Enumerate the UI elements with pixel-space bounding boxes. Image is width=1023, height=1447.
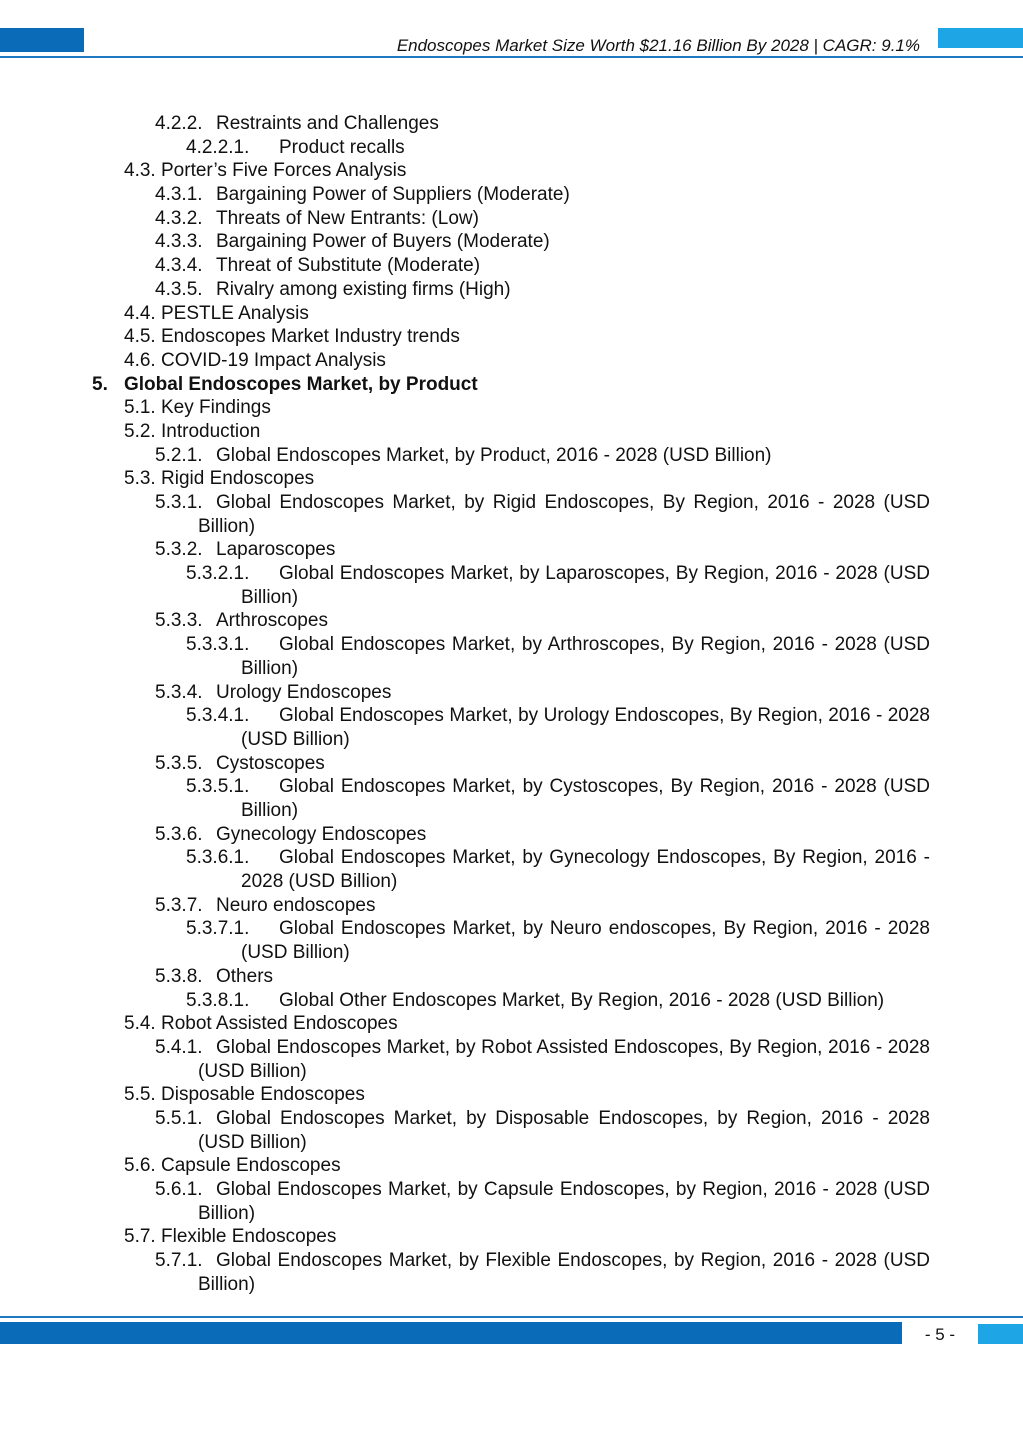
toc-entry-title: Introduction [161,420,261,442]
toc-entry-title: Urology Endoscopes [216,681,392,703]
toc-entry-title: COVID-19 Impact Analysis [161,349,386,371]
toc-entry-title: Cystoscopes [216,752,325,774]
toc-entry-number: 5.3.1. [155,492,203,513]
toc-entry-number: 5.3.3. [155,610,203,632]
toc-entry-number: 5.3.6.1. [186,847,250,869]
toc-entry-title: Global Endoscopes Market, by Urology Endoscopes, By Region, 2016 - 2028 (USD Billion) [241,705,930,750]
toc-entry-number: 5.3. [124,468,156,490]
toc-entry-title: Threat of Substitute (Moderate) [216,255,481,277]
toc-entry-number: 5.3.4.1. [186,705,250,727]
toc-entry[interactable] [0,278,1023,302]
toc-entry[interactable] [0,823,1023,847]
toc-entry[interactable] [0,159,1023,183]
toc-entry-title: Laparoscopes [216,539,336,561]
toc-entry[interactable] [0,989,1023,1013]
toc-entry-title: Global Endoscopes Market, by Arthroscopes, By Region, 2016 - 2028 (USD Billion) [241,634,930,679]
toc-entry-number: 5.4.1. [155,1036,203,1058]
footer-rule [0,1316,1023,1318]
toc-entry-title: Capsule Endoscopes [161,1155,341,1177]
toc-entry-title: Others [216,965,274,987]
toc-entry[interactable] [0,420,1023,444]
toc-entry-title: Global Endoscopes Market, by Neuro endoscopes, By Region, 2016 - 2028 (USD Billion) [241,918,930,964]
toc-entry-number: 5.3.8.1. [186,989,250,1011]
toc-entry[interactable] [0,207,1023,231]
toc-entry[interactable] [0,609,1023,633]
footer-accent-left [0,1322,902,1344]
toc-entry[interactable] [0,1036,1023,1083]
toc-entry-title: Restraints and Challenges [216,113,439,134]
toc-entry-number: 5.3.4. [155,681,203,703]
toc-entry-title: Global Endoscopes Market, by Product, 2016 - 2028 (USD Billion) [216,444,772,466]
toc-entry[interactable] [0,1012,1023,1036]
toc-entry-title: Porter’s Five Forces Analysis [161,160,407,182]
toc-entry[interactable] [0,562,1023,609]
toc-entry[interactable] [0,633,1023,680]
toc-entry-number: 4.3.3. [155,231,203,253]
toc-entry-title: Rigid Endoscopes [161,468,315,490]
header-title: Endoscopes Market Size Worth $21.16 Billion By 2028 | CAGR: 9.1% [396,36,920,55]
toc-entry-number: 4.2.2.1. [186,136,250,158]
toc-entry-title: Product recalls [279,136,405,158]
toc-entry[interactable] [0,112,1023,136]
toc-entry-title: Global Endoscopes Market, by Laparoscopes, By Region, 2016 - 2028 (USD Billion) [241,563,930,608]
toc-entry-title: Global Other Endoscopes Market, By Region, 2016 - 2028 (USD Billion) [279,989,885,1011]
toc-entry-title: Global Endoscopes Market, by Flexible Endoscopes, by Region, 2016 - 2028 (USD Billion) [198,1250,930,1295]
header-rule [0,56,1023,58]
toc-entry-title: Gynecology Endoscopes [216,823,427,845]
table-of-contents [0,112,1023,1297]
toc-entry-number: 5.3.7. [155,894,203,916]
toc-entry[interactable] [0,491,1023,538]
toc-entry[interactable] [0,467,1023,491]
toc-entry-number: 5.1. [124,397,156,419]
toc-entry[interactable] [0,1249,1023,1296]
toc-entry[interactable] [0,752,1023,776]
toc-entry[interactable] [0,681,1023,705]
toc-entry-number: 5.6. [124,1155,156,1177]
toc-entry-number: 4.6. [124,349,156,371]
toc-entry-title: Global Endoscopes Market, by Cystoscopes, By Region, 2016 - 2028 (USD Billion) [241,776,930,822]
toc-entry-number: 5.2.1. [155,444,203,466]
toc-entry-title: Global Endoscopes Market, by Capsule Endoscopes, by Region, 2016 - 2028 (USD Billion) [198,1179,930,1224]
toc-entry[interactable] [0,846,1023,893]
toc-entry-number: 5.3.6. [155,823,203,845]
toc-entry[interactable] [0,373,1023,397]
toc-entry[interactable] [0,965,1023,989]
toc-entry-number: 5.6.1. [155,1179,203,1201]
toc-entry-title: Bargaining Power of Buyers (Moderate) [216,231,550,253]
toc-entry[interactable] [0,254,1023,278]
toc-entry[interactable] [0,1154,1023,1178]
toc-entry-title: Rivalry among existing firms (High) [216,278,511,300]
toc-entry[interactable] [0,444,1023,468]
toc-entry[interactable] [0,775,1023,822]
toc-entry-number: 5.3.8. [155,965,203,987]
toc-entry-number: 5.5.1. [155,1108,203,1129]
toc-entry[interactable] [0,302,1023,326]
toc-entry-number: 5.7. [124,1226,156,1248]
toc-entry-title: Key Findings [161,397,271,419]
toc-entry-title: Global Endoscopes Market, by Disposable Endoscopes, by Region, 2016 - 2028 (USD Billion) [198,1108,930,1153]
toc-entry-title: PESTLE Analysis [161,302,309,324]
toc-entry[interactable] [0,917,1023,964]
toc-entry-number: 5. [92,373,108,395]
toc-entry-title: Arthroscopes [216,610,328,632]
toc-entry-number: 4.3.2. [155,207,203,229]
header-accent-left [0,28,84,52]
toc-entry-title: Neuro endoscopes [216,894,376,916]
toc-entry-title: Threats of New Entrants: (Low) [216,207,479,229]
toc-entry-title: Global Endoscopes Market, by Gynecology Endoscopes, By Region, 2016 - 2028 (USD Billion) [241,847,930,893]
header-accent-right [938,28,1023,48]
toc-entry[interactable] [0,396,1023,420]
toc-entry-title: Robot Assisted Endoscopes [161,1013,398,1035]
toc-entry-number: 5.3.3.1. [186,634,250,656]
toc-entry-number: 5.3.2. [155,539,203,561]
toc-entry-title: Bargaining Power of Suppliers (Moderate) [216,184,570,206]
toc-entry[interactable] [0,136,1023,160]
toc-entry-number: 5.4. [124,1013,156,1035]
toc-entry[interactable] [0,1083,1023,1107]
toc-entry-number: 5.7.1. [155,1250,203,1272]
toc-entry-number: 4.3.4. [155,255,203,277]
page-number: - 5 - [924,1325,956,1344]
toc-entry-number: 4.3. [124,160,156,182]
toc-entry-number: 4.3.5. [155,278,203,300]
toc-entry-number: 4.2.2. [155,113,203,134]
toc-entry-title: Endoscopes Market Industry trends [161,326,460,348]
toc-entry-number: 4.4. [124,302,156,324]
toc-entry[interactable] [0,1178,1023,1225]
toc-entry[interactable] [0,1225,1023,1249]
toc-entry[interactable] [0,1107,1023,1154]
toc-entry-number: 5.3.7.1. [186,918,250,940]
toc-entry-title: Flexible Endoscopes [161,1226,337,1248]
toc-entry-number: 4.5. [124,326,156,348]
toc-entry[interactable] [0,704,1023,751]
toc-entry[interactable] [0,894,1023,918]
toc-entry-title: Disposable Endoscopes [161,1084,365,1106]
toc-entry-number: 5.5. [124,1084,156,1106]
toc-entry[interactable] [0,183,1023,207]
footer-accent-right [978,1324,1023,1344]
toc-entry-number: 5.3.5. [155,752,203,774]
toc-entry-title: Global Endoscopes Market, by Robot Assisted Endoscopes, By Region, 2016 - 2028 (USD Billion) [198,1036,930,1082]
toc-entry[interactable] [0,325,1023,349]
toc-entry-title: Global Endoscopes Market, by Rigid Endoscopes, By Region, 2016 - 2028 (USD Billion) [198,492,930,537]
toc-entry-number: 5.3.5.1. [186,776,250,798]
toc-entry-number: 5.2. [124,420,156,442]
toc-entry-number: 4.3.1. [155,184,203,206]
toc-entry-number: 5.3.2.1. [186,563,250,585]
toc-entry[interactable] [0,349,1023,373]
toc-entry[interactable] [0,538,1023,562]
toc-entry-title: Global Endoscopes Market, by Product [124,373,478,395]
toc-entry[interactable] [0,230,1023,254]
